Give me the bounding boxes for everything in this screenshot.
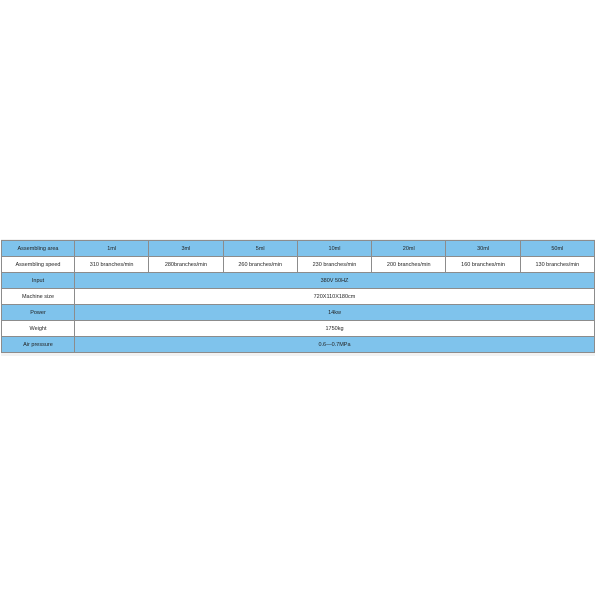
table-cell: 5ml: [223, 241, 297, 257]
row-label: Input: [2, 273, 75, 289]
table-cell: 280branches/min: [149, 257, 223, 273]
table-cell: 720X110X180cm: [75, 289, 595, 305]
row-label: Air pressure: [2, 337, 75, 353]
row-label: Machine size: [2, 289, 75, 305]
table-cell: 1750kg: [75, 321, 595, 337]
table-cell: 160 branches/min: [446, 257, 520, 273]
table-cell: 3ml: [149, 241, 223, 257]
table-cell: 14kw: [75, 305, 595, 321]
table-cell: 1ml: [75, 241, 149, 257]
table-cell: 200 branches/min: [372, 257, 446, 273]
table-row-assembling-area: [2, 241, 595, 257]
row-label: Assembling speed: [2, 257, 75, 273]
table-cell: 380V 50HZ: [75, 273, 595, 289]
table-row-input: [2, 273, 595, 289]
row-label: Weight: [2, 321, 75, 337]
table-row-assembling-speed: [2, 257, 595, 273]
table-row-machine-size: [2, 289, 595, 305]
table-cell: 30ml: [446, 241, 520, 257]
table-row-power: [2, 305, 595, 321]
table-cell: 130 branches/min: [520, 257, 594, 273]
table-cell: 20ml: [372, 241, 446, 257]
table-row-weight: [2, 321, 595, 337]
table-row-air-pressure: [2, 337, 595, 353]
row-label: Assembling area: [2, 241, 75, 257]
table-cell: 310 branches/min: [75, 257, 149, 273]
table-cell: 10ml: [297, 241, 371, 257]
table-cell: 260 branches/min: [223, 257, 297, 273]
spec-table: [1, 240, 595, 353]
spec-table-container: [1, 239, 595, 356]
table-cell: 50ml: [520, 241, 594, 257]
row-label: Power: [2, 305, 75, 321]
table-cell: 230 branches/min: [297, 257, 371, 273]
table-cell: 0.6—0.7MPa: [75, 337, 595, 353]
